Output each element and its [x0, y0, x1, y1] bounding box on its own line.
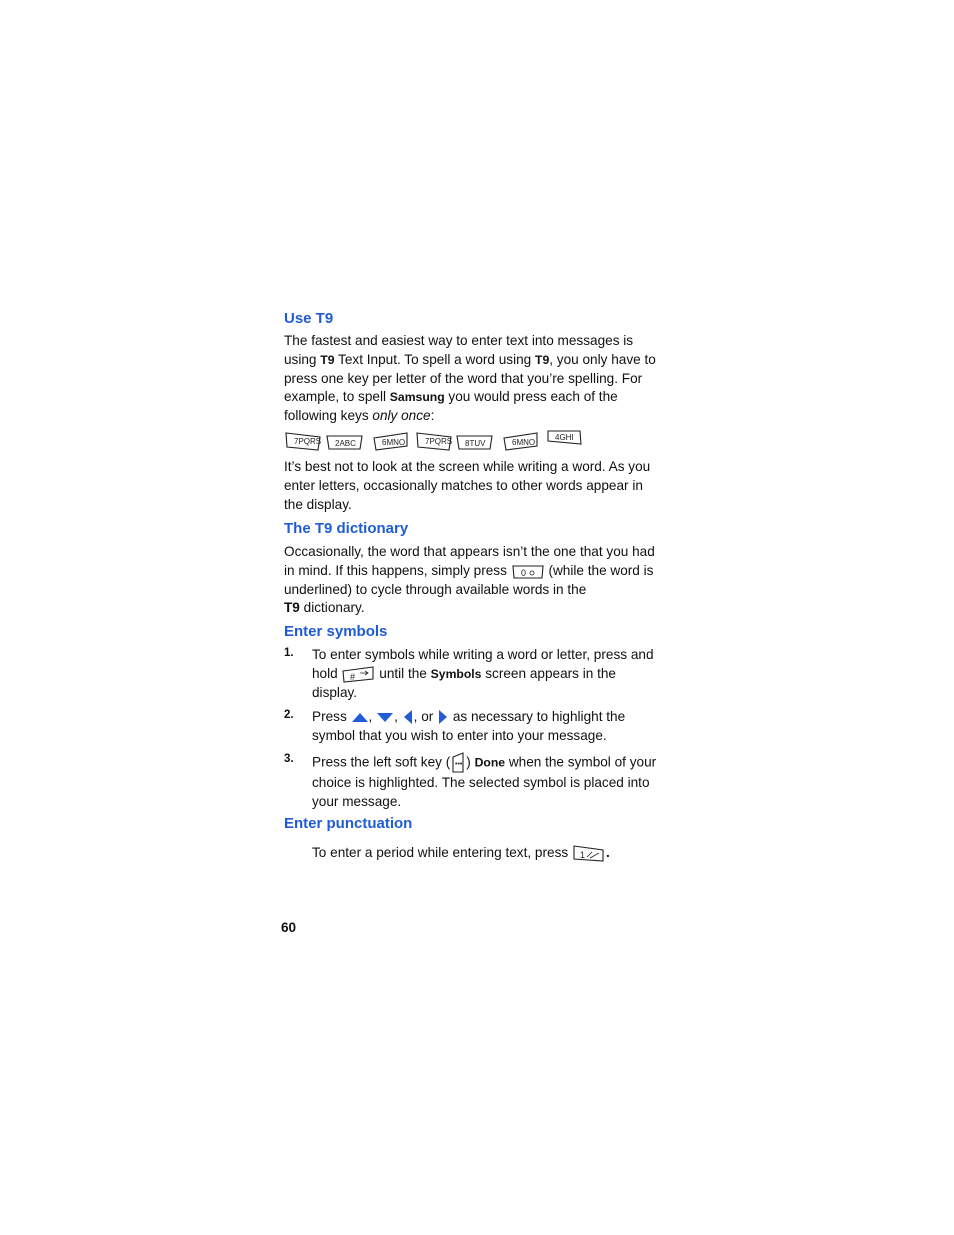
left-soft-key-icon	[450, 752, 466, 774]
key-1-icon	[572, 844, 606, 863]
key-7-icon	[284, 430, 322, 452]
svg-text:•••: •••	[455, 761, 463, 768]
key-4-icon	[546, 428, 584, 450]
svg-text:7PQRS: 7PQRS	[425, 437, 453, 446]
dictionary-paragraph: Occasionally, the word that appears isn’t the one that you had in mind. If this happens, simply press 0 (while the word is underlined) to cycle through available words in the T9 dictionary.	[284, 544, 655, 616]
svg-text:#: #	[350, 671, 356, 682]
heading-enter-punctuation: Enter punctuation	[284, 815, 413, 832]
up-arrow-icon	[351, 710, 369, 724]
svg-text:2ABC: 2ABC	[335, 439, 356, 448]
right-arrow-icon	[437, 709, 449, 725]
svg-text:7PQRS: 7PQRS	[294, 437, 322, 446]
svg-text:8TUV: 8TUV	[465, 439, 486, 448]
heading-use-t9: Use T9	[284, 310, 334, 327]
use-t9-paragraph-2: It’s best not to look at the screen while writing a word. As you enter letters, occasionally matches to other words appear in the display.	[284, 459, 651, 512]
key-7-icon	[415, 430, 453, 452]
down-arrow-icon	[376, 710, 394, 724]
key-6-icon	[372, 430, 410, 452]
left-arrow-icon	[402, 709, 414, 725]
key-pound-icon	[341, 665, 375, 684]
heading-t9-dictionary: The T9 dictionary	[284, 520, 409, 537]
svg-text:1: 1	[579, 850, 585, 860]
use-t9-paragraph-1: The fastest and easiest way to enter text into messages is using T9 Text Input. To spell a word using T9, you only have to press one key per letter of the word that you’re spelling. For example, to spell Samsung you would press each of the following keys only once:	[284, 333, 656, 424]
heading-enter-symbols: Enter symbols	[284, 623, 388, 640]
svg-text:6MNO: 6MNO	[512, 438, 536, 447]
page-number: 60	[281, 920, 297, 935]
key-2-icon	[326, 430, 364, 452]
svg-text:0: 0	[520, 567, 526, 578]
svg-text:6MNO: 6MNO	[382, 438, 406, 447]
svg-text:4GHI: 4GHI	[555, 433, 574, 442]
key-8-icon	[456, 430, 494, 452]
punctuation-paragraph: To enter a period while entering text, press 1 .	[312, 844, 672, 863]
key-0-icon	[511, 563, 545, 580]
key-6-icon	[502, 430, 540, 452]
